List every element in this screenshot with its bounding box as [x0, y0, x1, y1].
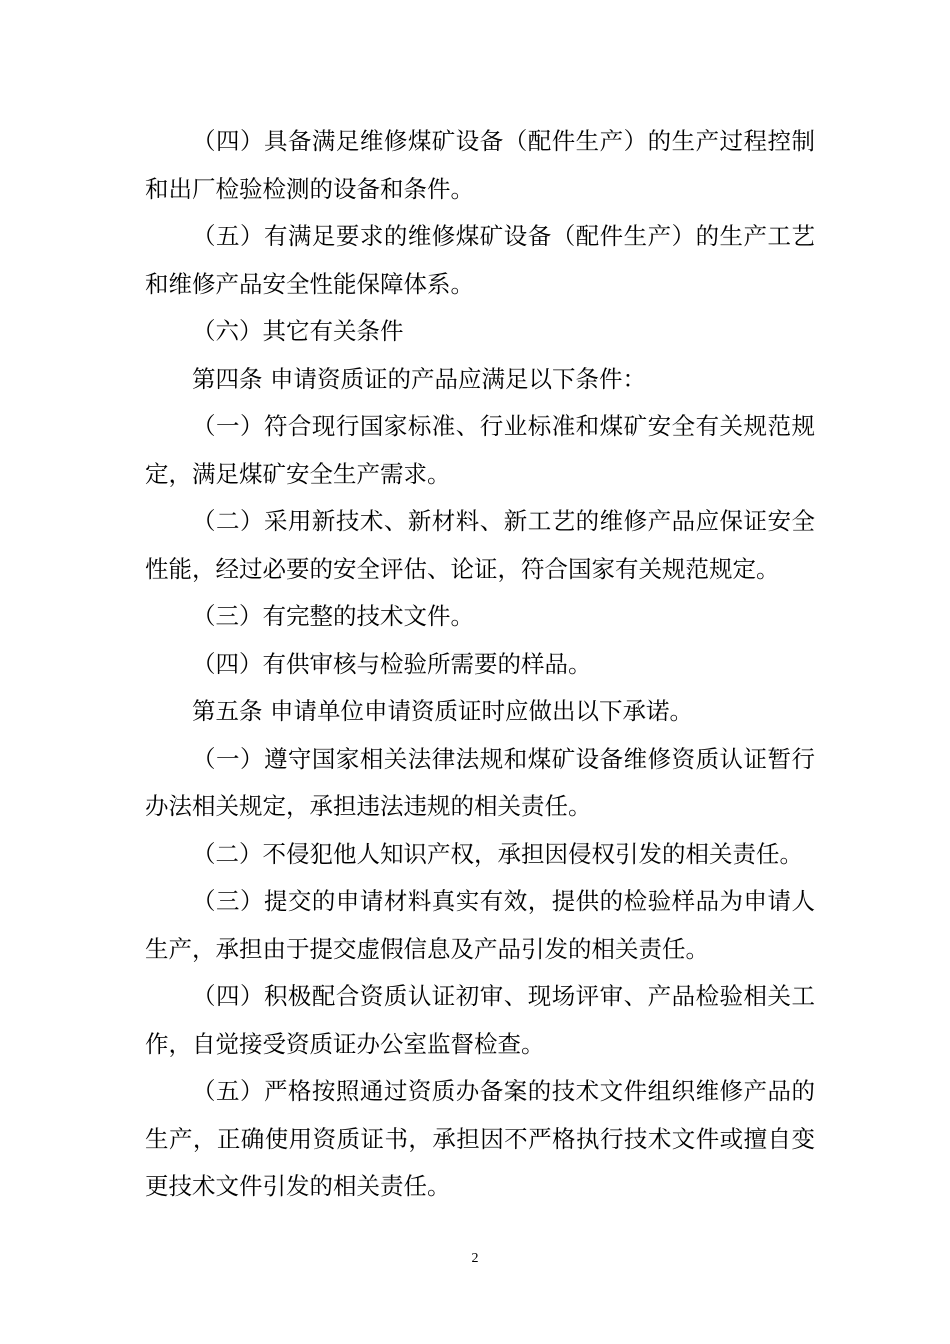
paragraph-article-5-item-4: （四）积极配合资质认证初审、现场评审、产品检验相关工作，自觉接受资质证办公室监督检查。 [145, 982, 815, 1058]
paragraph-article-4-item-4: （四）有供审核与检验所需要的样品。 [192, 649, 592, 678]
paragraph-clause-3-item-4: （四）具备满足维修煤矿设备（配件生产）的生产过程控制和出厂检验检测的设备和条件。 [145, 127, 815, 203]
paragraph-article-4-item-1: （一）符合现行国家标准、行业标准和煤矿安全有关规范规定，满足煤矿安全生产需求。 [145, 412, 815, 488]
paragraph-article-4-item-3: （三）有完整的技术文件。 [192, 602, 474, 630]
document-body [145, 118, 815, 1211]
paragraph-article-5-item-3: （三）提交的申请材料真实有效，提供的检验样品为申请人生产，承担由于提交虚假信息及产品引发的相关责任。 [145, 887, 815, 963]
paragraph-clause-3-item-6: （六）其它有关条件 [192, 317, 404, 345]
paragraph-clause-3-item-5: （五）有满足要求的维修煤矿设备（配件生产）的生产工艺和维修产品安全性能保障体系。 [145, 222, 815, 298]
paragraph-article-5-item-1: （一）遵守国家相关法律法规和煤矿设备维修资质认证暂行办法相关规定，承担违法违规的相关责任。 [145, 744, 815, 820]
paragraph-article-5-item-2: （二）不侵犯他人知识产权，承担因侵权引发的相关责任。 [192, 839, 803, 868]
page-number: 2 [471, 1251, 479, 1266]
article-5-heading: 第五条 申请单位申请资质证时应做出以下承诺。 [192, 697, 693, 725]
paragraph-article-4-item-2: （二）采用新技术、新材料、新工艺的维修产品应保证安全性能，经过必要的安全评估、论证，符合国家有关规范规定。 [145, 507, 815, 583]
article-4-heading: 第四条 申请资质证的产品应满足以下条件： [192, 364, 646, 393]
paragraph-article-5-item-5: （五）严格按照通过资质办备案的技术文件组织维修产品的生产，正确使用资质证书，承担因不严格执行技术文件或擅自变更技术文件引发的相关责任。 [145, 1077, 815, 1200]
